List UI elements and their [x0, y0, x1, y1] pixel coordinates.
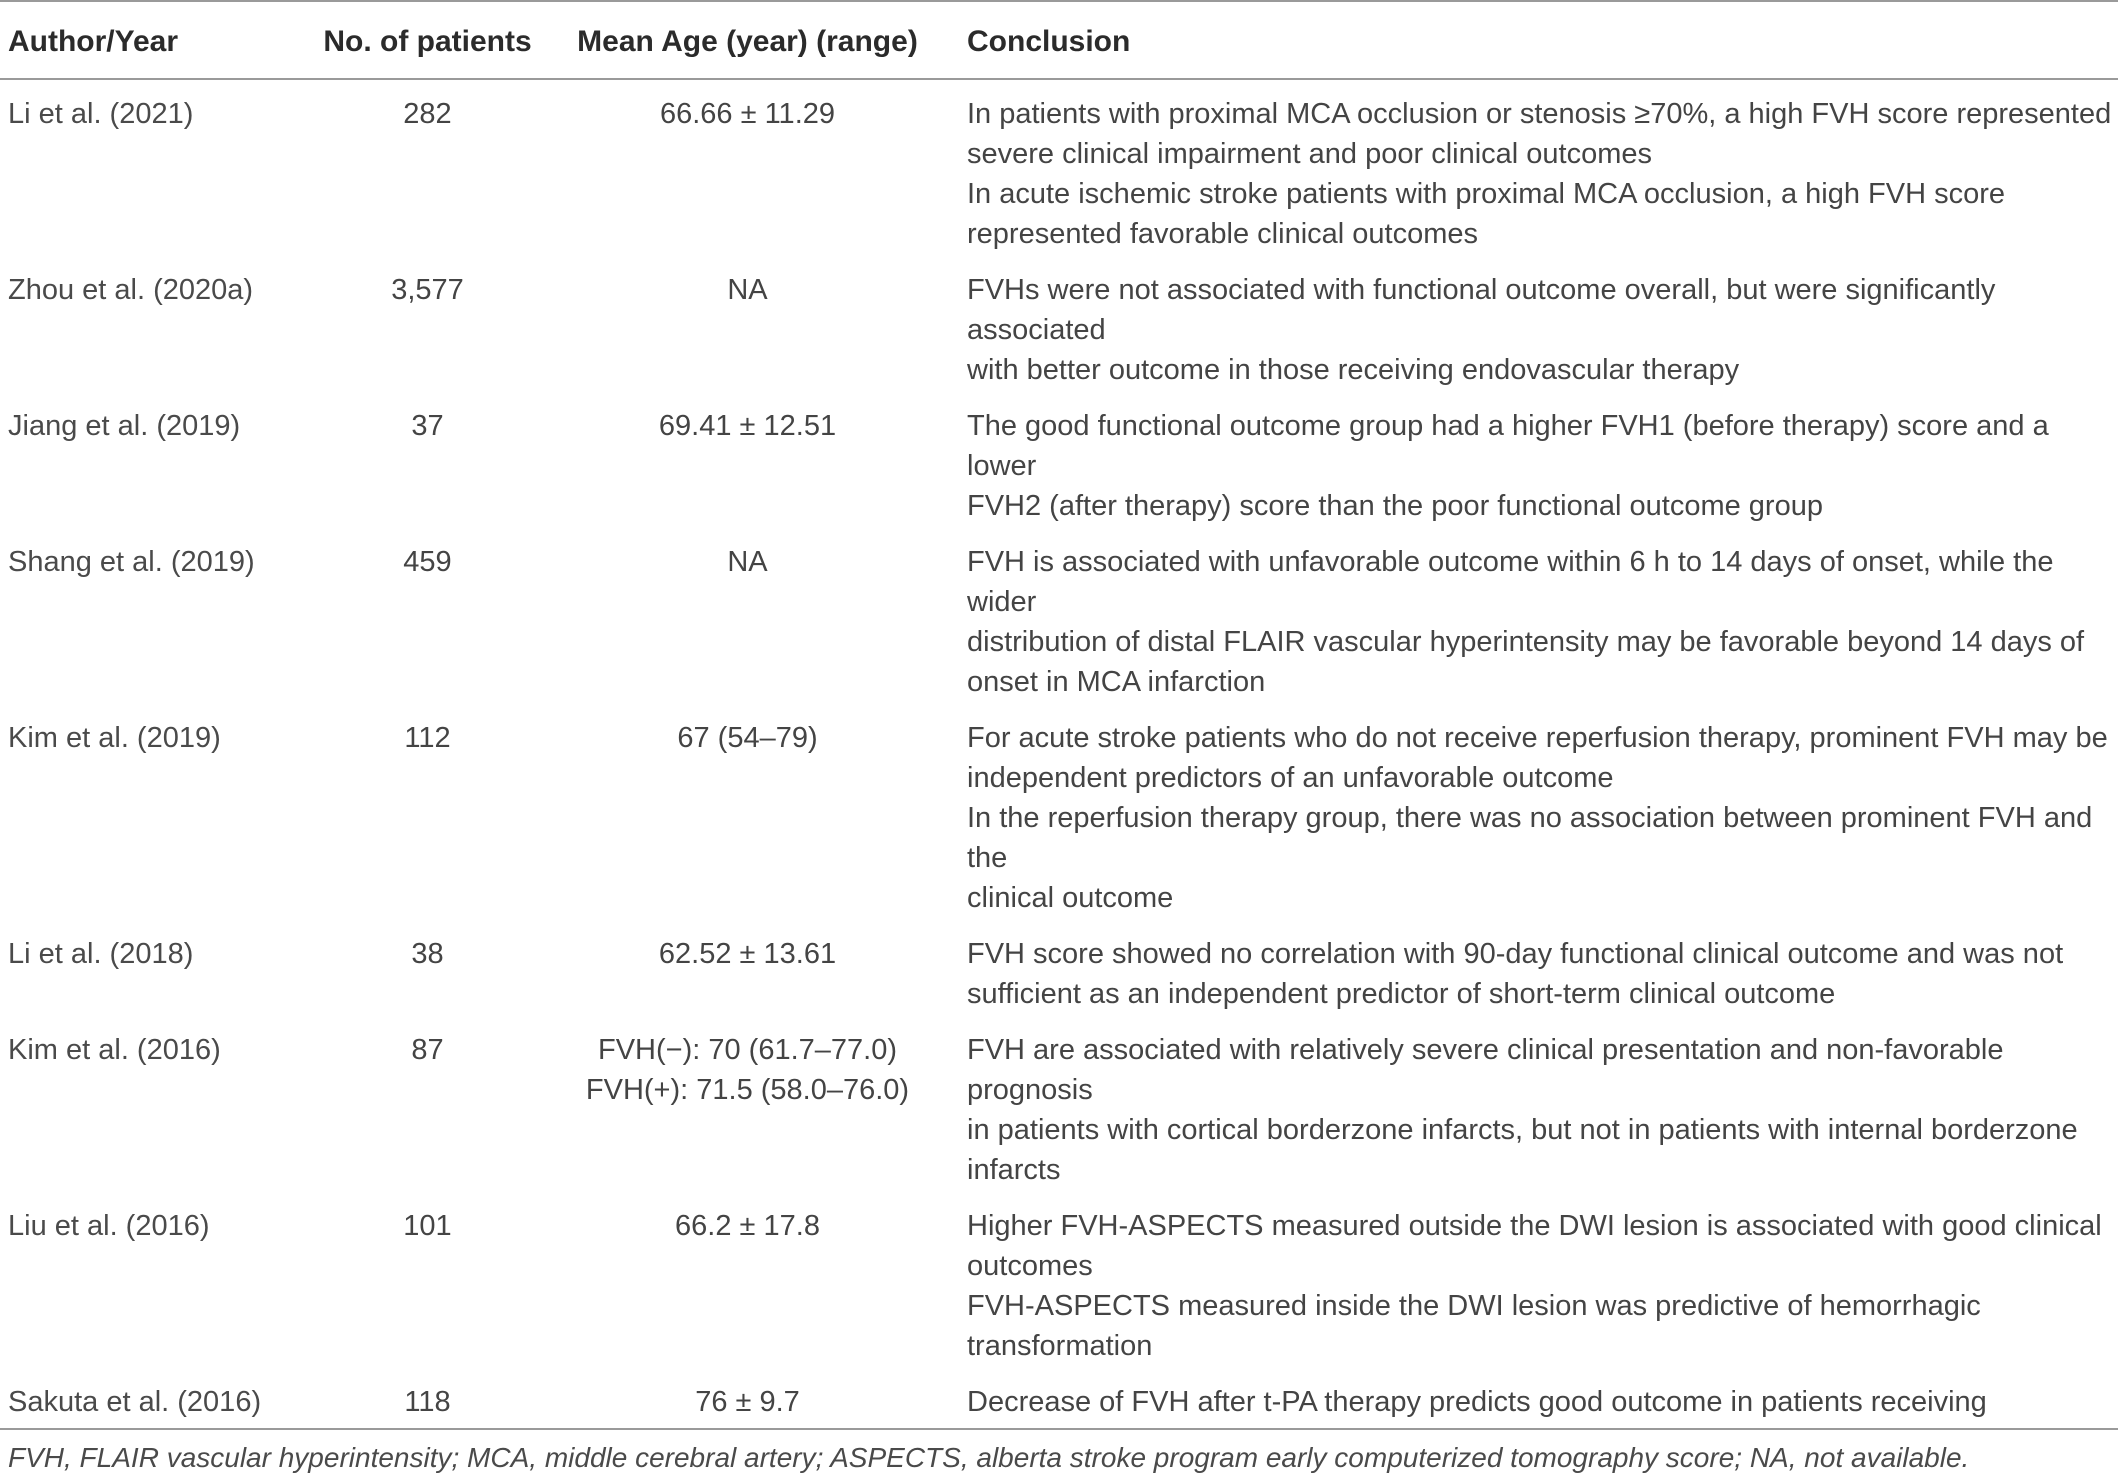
cell-age — [550, 79, 945, 262]
cell-patients: 282 — [403, 98, 452, 130]
cell-author: Liu et al. (2016) — [8, 1210, 210, 1242]
conclusion-line: sufficient as an independent predictor of short-term clinical outcome — [967, 978, 1836, 1010]
cell-author: Kim et al. (2016) — [8, 1034, 221, 1066]
cell-age — [550, 262, 945, 398]
conclusion-line: Decrease of FVH after t-PA therapy predicts good outcome in patients receiving — [967, 1386, 1987, 1418]
cell-conclusion — [945, 534, 2118, 710]
table-footer — [0, 1429, 2118, 1478]
age-line: FVH(+): 71.5 (58.0–76.0) — [585, 1074, 910, 1106]
table-row — [0, 1022, 2118, 1198]
table-row — [0, 398, 2118, 534]
age-line: NA — [727, 274, 768, 306]
conclusion-line: FVH-ASPECTS measured inside the DWI lesion was predictive of hemorrhagic — [967, 1290, 1981, 1322]
age-line: 62.52 ± 13.61 — [658, 938, 837, 970]
conclusion-line: In acute ischemic stroke patients with proximal MCA occlusion, a high FVH score — [967, 178, 2005, 210]
age-line: 66.2 ± 17.8 — [675, 1210, 820, 1242]
footnote-row — [0, 1429, 2118, 1478]
conclusion-line: infarcts — [967, 1154, 1061, 1186]
cell-patients: 87 — [411, 1034, 444, 1066]
cell-patients: 101 — [403, 1210, 452, 1242]
cell-age — [550, 1198, 945, 1374]
conclusion-line: FVH is associated with unfavorable outcome within 6 h to 14 days of onset, while the wider — [967, 546, 2054, 618]
conclusion-line: FVH score showed no correlation with 90-day functional clinical outcome and was not — [967, 938, 2064, 970]
cell-patients: 459 — [403, 546, 452, 578]
conclusion-line: distribution of distal FLAIR vascular hyperintensity may be favorable beyond 14 days of — [967, 626, 2085, 658]
conclusion-line: Higher FVH-ASPECTS measured outside the DWI lesion is associated with good clinical — [967, 1210, 2102, 1242]
header-patients: No. of patients — [305, 1, 550, 79]
cell-age — [550, 710, 945, 926]
cell-conclusion — [945, 1374, 2118, 1429]
cell-author: Kim et al. (2019) — [8, 722, 221, 754]
cell-author: Li et al. (2021) — [8, 98, 194, 130]
cell-age — [550, 1022, 945, 1198]
table-row — [0, 1198, 2118, 1374]
conclusion-line: severe clinical impairment and poor clinical outcomes — [967, 138, 1653, 170]
conclusion-line: independent predictors of an unfavorable outcome — [967, 762, 1614, 794]
conclusion-line: For acute stroke patients who do not receive reperfusion therapy, prominent FVH may be — [967, 722, 2108, 754]
conclusion-line: with better outcome in those receiving endovascular therapy — [967, 354, 1740, 386]
cell-patients: 38 — [411, 938, 444, 970]
age-line: 67 (54–79) — [677, 722, 818, 754]
header-age: Mean Age (year) (range) — [550, 1, 945, 79]
table-header — [0, 1, 2118, 79]
age-line: 76 ± 9.7 — [695, 1386, 800, 1418]
cell-conclusion — [945, 1022, 2118, 1198]
cell-conclusion — [945, 79, 2118, 262]
cell-author: Li et al. (2018) — [8, 938, 194, 970]
cell-conclusion — [945, 262, 2118, 398]
footnote: FVH, FLAIR vascular hyperintensity; MCA, middle cerebral artery; ASPECTS, alberta stroke program early computerized tomography score; NA, not available. — [0, 1429, 2118, 1478]
conclusion-line: FVH2 (after therapy) score than the poor functional outcome group — [967, 490, 1823, 522]
conclusion-line: FVH are associated with relatively severe clinical presentation and non-favorable prognosis — [967, 1034, 2004, 1106]
cell-age — [550, 534, 945, 710]
cell-author: Jiang et al. (2019) — [8, 410, 241, 442]
cell-author: Sakuta et al. (2016) — [8, 1386, 262, 1418]
cell-age — [550, 398, 945, 534]
conclusion-line: clinical outcome — [967, 882, 1174, 914]
cell-age — [550, 1374, 945, 1429]
cell-conclusion — [945, 926, 2118, 1022]
conclusion-line: represented favorable clinical outcomes — [967, 218, 1478, 250]
conclusion-line: In the reperfusion therapy group, there was no association between prominent FVH and the — [967, 802, 2093, 874]
cell-author: Zhou et al. (2020a) — [8, 274, 254, 306]
conclusion-line: onset in MCA infarction — [967, 666, 1266, 698]
cell-conclusion — [945, 398, 2118, 534]
conclusion-line: The good functional outcome group had a higher FVH1 (before therapy) score and a lower — [967, 410, 2049, 482]
table-row — [0, 926, 2118, 1022]
table-row — [0, 262, 2118, 398]
table-row — [0, 710, 2118, 926]
cell-patients: 37 — [411, 410, 444, 442]
conclusion-line: outcomes — [967, 1250, 1093, 1282]
table-row — [0, 79, 2118, 262]
conclusion-line: in patients with cortical borderzone infarcts, but not in patients with internal borderzone — [967, 1114, 2078, 1146]
cell-age — [550, 926, 945, 1022]
cell-patients: 3,577 — [391, 274, 464, 306]
cell-patients: 118 — [404, 1386, 451, 1418]
age-line: FVH(−): 70 (61.7–77.0) — [597, 1034, 897, 1066]
age-line: 66.66 ± 11.29 — [659, 98, 836, 130]
table-row — [0, 1374, 2118, 1429]
header-author: Author/Year — [0, 1, 305, 79]
table-row — [0, 534, 2118, 710]
cell-patients: 112 — [404, 722, 451, 754]
conclusion-line: FVHs were not associated with functional outcome overall, but were significantly associated — [967, 274, 1996, 346]
cell-author: Shang et al. (2019) — [8, 546, 255, 578]
age-line: 69.41 ± 12.51 — [658, 410, 837, 442]
cell-conclusion — [945, 1198, 2118, 1374]
header-row — [0, 1, 2118, 79]
conclusion-line: In patients with proximal MCA occlusion or stenosis ≥70%, a high FVH score represented — [967, 98, 2112, 130]
header-conclusion: Conclusion — [945, 1, 2118, 79]
table-body — [0, 79, 2118, 1429]
age-line: NA — [727, 546, 768, 578]
conclusion-line: transformation — [967, 1330, 1153, 1362]
cell-conclusion — [945, 710, 2118, 926]
